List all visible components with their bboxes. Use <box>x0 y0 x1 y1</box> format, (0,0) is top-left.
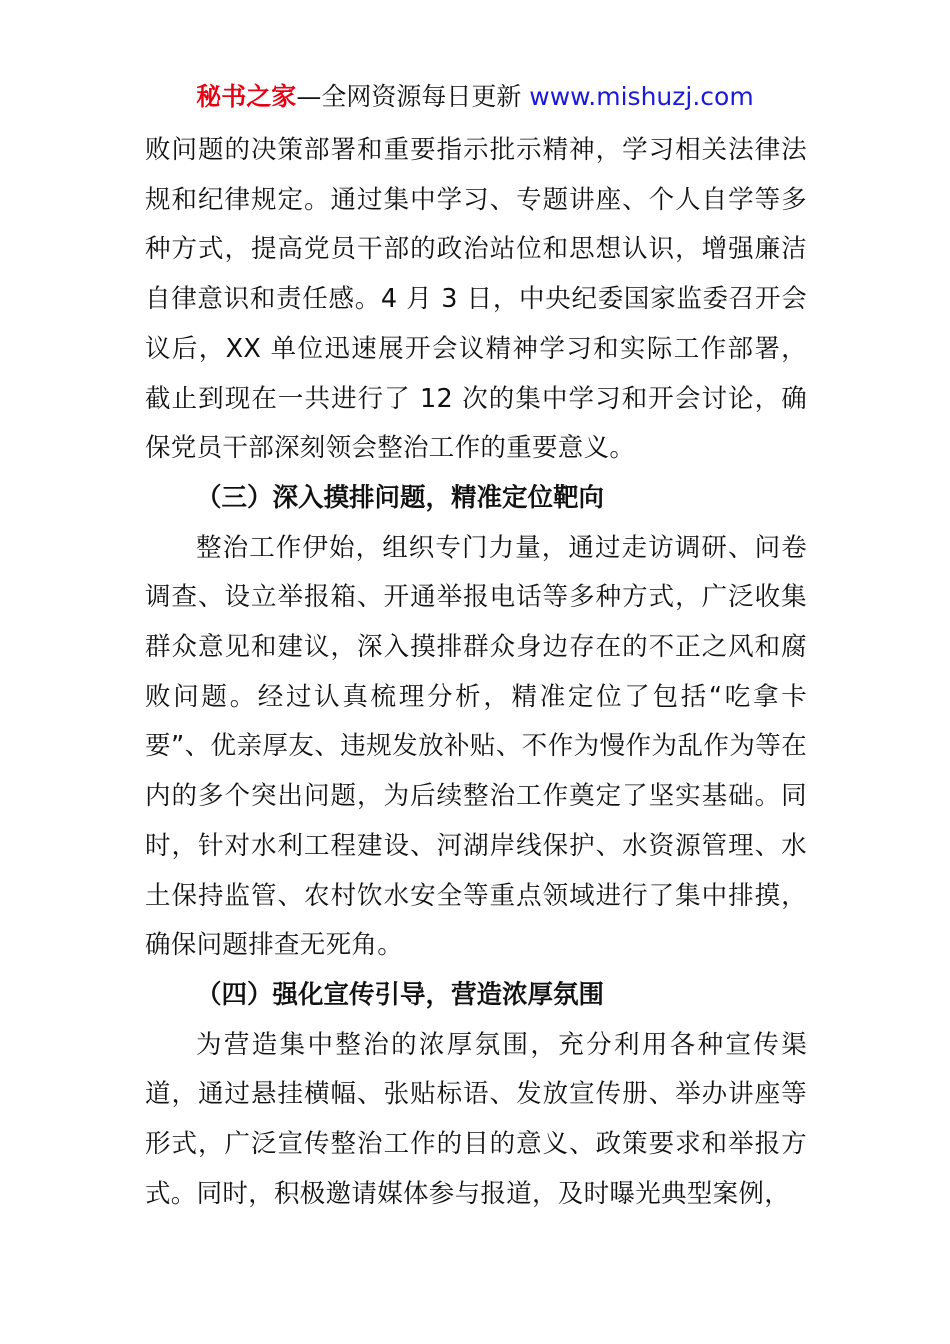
document-body <box>145 126 807 1219</box>
page-header <box>0 80 950 114</box>
section-heading-4: （四）强化宣传引导，营造浓厚氛围 <box>196 979 605 1010</box>
paragraph-investigation: 整治工作伊始，组织专门力量，通过走访调研、问卷调查、设立举报箱、开通举报电话等多种方式，广泛收集群众意见和建议，深入摸排群众身边存在的不正之风和腐败问题。经过认真梳理分析，精准定位了包括“吃拿卡要”、优亲厚友、违规发放补贴、不作为慢作为乱作为等在内的多个突出问题，为后续整治工作奠定了坚实基础。同时，针对水利工程建设、河湖岸线保护、水资源管理、水土保持监管、农村饮水安全等重点领域进行了集中排摸，确保问题排查无死角。 <box>145 532 807 961</box>
brand-name: 秘书之家 <box>196 82 297 111</box>
section-heading-3: （三）深入摸排问题，精准定位靶向 <box>196 482 605 513</box>
paragraph-study: 败问题的决策部署和重要指示批示精神，学习相关法律法规和纪律规定。通过集中学习、专题讲座、个人自学等多种方式，提高党员干部的政治站位和思想认识，增强廉洁自律意识和责任感。4 月 3 日，中央纪委国家监委召开会议后，XX 单位迅速展开会议精神学习和实际工作部署，截止到现在一共进行了 12 次的集中学习和开会讨论，确保党员干部深刻领会整治工作的重要意义。 <box>145 135 807 464</box>
site-url[interactable]: www.mishuzj.com <box>529 82 754 111</box>
header-tagline: —全网资源每日更新 <box>296 82 530 111</box>
paragraph-publicity: 为营造集中整治的浓厚氛围，充分利用各种宣传渠道，通过悬挂横幅、张贴标语、发放宣传册、举办讲座等形式，广泛宣传整治工作的目的意义、政策要求和举报方式。同时，积极邀请媒体参与报道，及时曝光典型案例， <box>145 1029 807 1209</box>
